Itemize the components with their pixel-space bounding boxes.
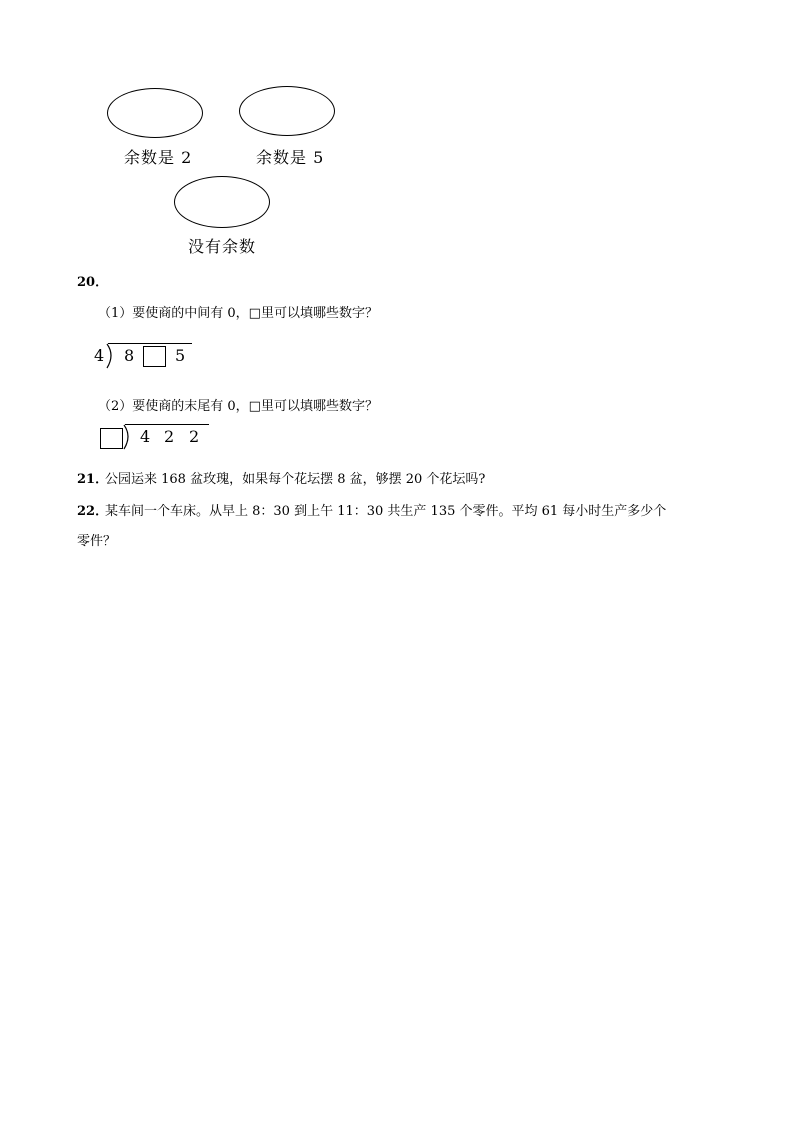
oval-label-no-remainder: 没有余数 [188, 237, 257, 256]
question-number-22: 22． [77, 504, 109, 519]
q20-part2-text: （2）要使商的末尾有 0，□里可以填哪些数字？ [98, 399, 378, 414]
q20-part1-text: （1）要使商的中间有 0，□里可以填哪些数字？ [98, 306, 378, 321]
division1-dividend-digit-1: 8 [124, 346, 135, 365]
division2-vinculum [125, 424, 209, 425]
q22-text-line2: 零件？ [77, 534, 117, 549]
q22-text-line1: 某车间一个车床。从早上 8：30 到上午 11：30 共生产 135 个零件。平均 61 每小时生产多少个 [105, 504, 667, 519]
oval-label-remainder-5: 余数是 5 [256, 148, 325, 167]
division2-dividend-digit-3: 2 [189, 427, 200, 446]
division1-bracket [104, 343, 116, 369]
division1-vinculum [108, 343, 192, 344]
question-number-20: 20． [77, 275, 109, 290]
question-number-21: 21． [77, 472, 109, 487]
division2-dividend-digit-1: 4 [140, 427, 151, 446]
oval-remainder-5 [239, 86, 335, 136]
division2-bracket [121, 424, 133, 450]
oval-label-remainder-2: 余数是 2 [124, 148, 193, 167]
oval-no-remainder [174, 176, 270, 228]
division1-dividend-digit-3: 5 [175, 346, 186, 365]
division2-divisor-blank-box[interactable] [100, 428, 123, 449]
division1-divisor: 4 [94, 346, 105, 365]
division1-blank-box[interactable] [143, 346, 166, 367]
division2-dividend-digit-2: 2 [164, 427, 175, 446]
q21-text: 公园运来 168 盆玫瑰，如果每个花坛摆 8 盆，够摆 20 个花坛吗? [105, 472, 486, 487]
oval-remainder-2 [107, 88, 203, 138]
